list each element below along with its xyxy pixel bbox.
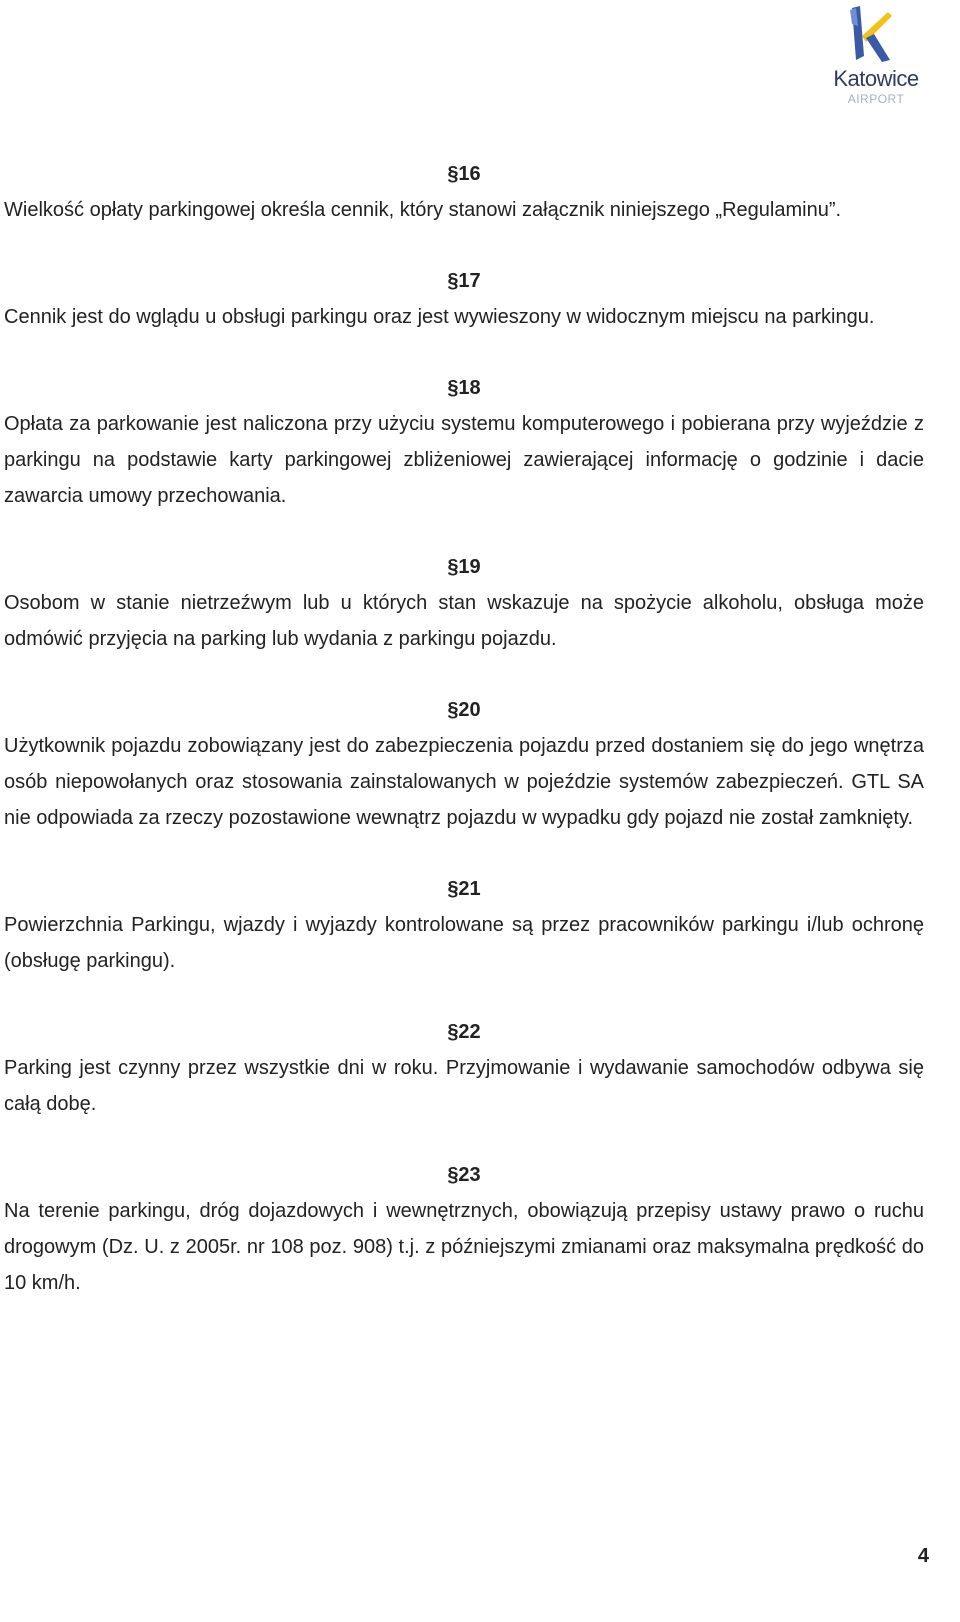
section-text: Na terenie parkingu, dróg dojazdowych i wewnętrznych, obowiązują przepisy ustawy prawo o ruchu drogowym (Dz. U. z 2005r. nr 108 poz. 908) t.j. z późniejszymi zmianami oraz maksymalna prędkość do 10 km/h. xyxy=(4,1200,924,1294)
section-22 xyxy=(4,1014,924,1122)
section-text: Parking jest czynny przez wszystkie dni w roku. Przyjmowanie i wydawanie samochodów odbywa się całą dobę. xyxy=(4,1057,924,1115)
katowice-airport-k-logo-icon xyxy=(848,6,898,66)
section-19 xyxy=(4,549,924,657)
section-text: Powierzchnia Parkingu, wjazdy i wyjazdy kontrolowane są przez pracowników parkingu i/lub ochronę (obsługę parkingu). xyxy=(4,914,924,972)
section-20 xyxy=(4,692,924,836)
logo-subtitle: AIRPORT xyxy=(847,92,905,106)
section-text: Użytkownik pojazdu zobowiązany jest do zabezpieczenia pojazdu przed dostaniem się do jego wnętrza osób niepowołanych oraz stosowania zainstalowanych w pojeździe systemów zabezpieczeń. GTL SA nie odpowiada za rzeczy pozostawione wewnątrz pojazdu w wypadku gdy pojazd nie został zamknięty. xyxy=(4,735,924,829)
section-16 xyxy=(4,156,924,228)
section-text: Opłata za parkowanie jest naliczona przy użyciu systemu komputerowego i pobierana przy wyjeździe z parkingu na podstawie karty parkingowej zbliżeniowej zawierającej informację o godzinie i dacie zawarcia umowy przechowania. xyxy=(4,413,924,507)
section-number: §17 xyxy=(447,270,481,292)
section-number: §16 xyxy=(447,163,481,185)
section-text: Cennik jest do wglądu u obsługi parkingu oraz jest wywieszony w widocznym miejscu na parkingu. xyxy=(4,306,875,328)
section-text: Osobom w stanie nietrzeźwym lub u których stan wskazuje na spożycie alkoholu, obsługa może odmówić przyjęcia na parking lub wydania z parkingu pojazdu. xyxy=(4,592,924,650)
section-number: §18 xyxy=(447,377,481,399)
page-number: 4 xyxy=(917,1545,929,1567)
section-17 xyxy=(4,263,924,335)
section-number: §22 xyxy=(447,1021,481,1043)
logo-name: Katowice xyxy=(833,66,919,91)
section-23 xyxy=(4,1157,924,1301)
katowice-airport-logo xyxy=(826,6,936,106)
section-18 xyxy=(4,370,924,514)
section-21 xyxy=(4,871,924,979)
section-number: §20 xyxy=(447,699,481,721)
section-number: §19 xyxy=(447,556,481,578)
section-text: Wielkość opłaty parkingowej określa cennik, który stanowi załącznik niniejszego „Regulaminu”. xyxy=(4,199,842,221)
section-number: §23 xyxy=(447,1164,481,1186)
section-number: §21 xyxy=(447,878,481,900)
document-body xyxy=(4,156,924,1301)
